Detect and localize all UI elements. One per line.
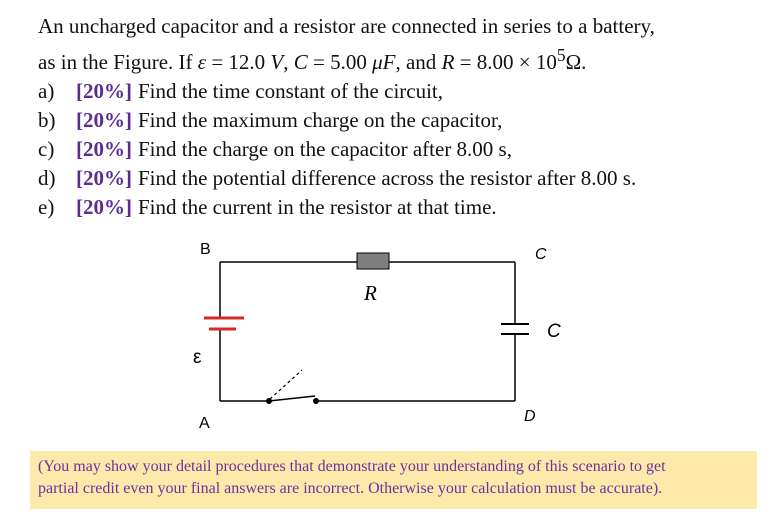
part-text: Find the current in the resistor at that time. — [138, 195, 497, 219]
part-text: Find the charge on the capacitor after 8.00 s, — [138, 137, 512, 161]
part-weight: [20%] — [76, 137, 132, 161]
part-weight: [20%] — [76, 195, 132, 219]
part-text: Find the maximum charge on the capacitor, — [138, 108, 503, 132]
cap-value: = 5.00 — [313, 50, 367, 74]
grading-note — [30, 451, 757, 509]
part-text: Find the potential difference across the resistor after 8.00 s. — [138, 166, 637, 190]
note-line-1: (You may show your detail procedures that demonstrate your understanding of this scenario to get — [38, 458, 666, 475]
switch-open-path — [270, 370, 302, 399]
res-joiner: , and — [395, 50, 437, 74]
switch-contact — [313, 398, 319, 404]
intro-line-1: An uncharged capacitor and a resistor are connected in series to a battery, — [38, 14, 655, 38]
part-marker: a) — [38, 79, 55, 103]
res-symbol: R — [441, 50, 455, 74]
cap-symbol: C — [293, 50, 308, 74]
node-label-b: B — [200, 241, 211, 258]
separator-comma: , — [283, 50, 289, 74]
part-weight: [20%] — [76, 108, 132, 132]
resistor-icon — [357, 253, 389, 269]
emf-value: = 12.0 — [211, 50, 266, 74]
res-unit: Ω. — [565, 50, 587, 74]
part-weight: [20%] — [76, 79, 132, 103]
node-label-c: C — [535, 246, 547, 263]
emf-unit: V — [270, 50, 284, 74]
emf-symbol: ε — [197, 50, 207, 74]
node-label-a: A — [199, 415, 210, 432]
res-exponent: 5 — [556, 45, 566, 65]
intro-prefix: as in the Figure. If — [38, 50, 193, 74]
cap-unit: μF — [372, 50, 396, 74]
resistor-label: R — [364, 281, 377, 305]
part-marker: e) — [38, 195, 55, 219]
node-label-d: D — [524, 408, 536, 425]
note-line-2: partial credit even your final answers are incorrect. Otherwise your calculation must be accurate). — [38, 480, 663, 497]
part-marker: d) — [38, 166, 56, 190]
switch-icon — [266, 370, 319, 404]
part-weight: [20%] — [76, 166, 132, 190]
res-value: = 8.00 × 10 — [459, 50, 557, 74]
capacitor-label: C — [547, 321, 561, 342]
part-text: Find the time constant of the circuit, — [138, 79, 444, 103]
part-marker: c) — [38, 137, 55, 161]
switch-lever — [269, 396, 315, 401]
part-marker: b) — [38, 108, 56, 132]
emf-label: ε — [193, 347, 202, 368]
